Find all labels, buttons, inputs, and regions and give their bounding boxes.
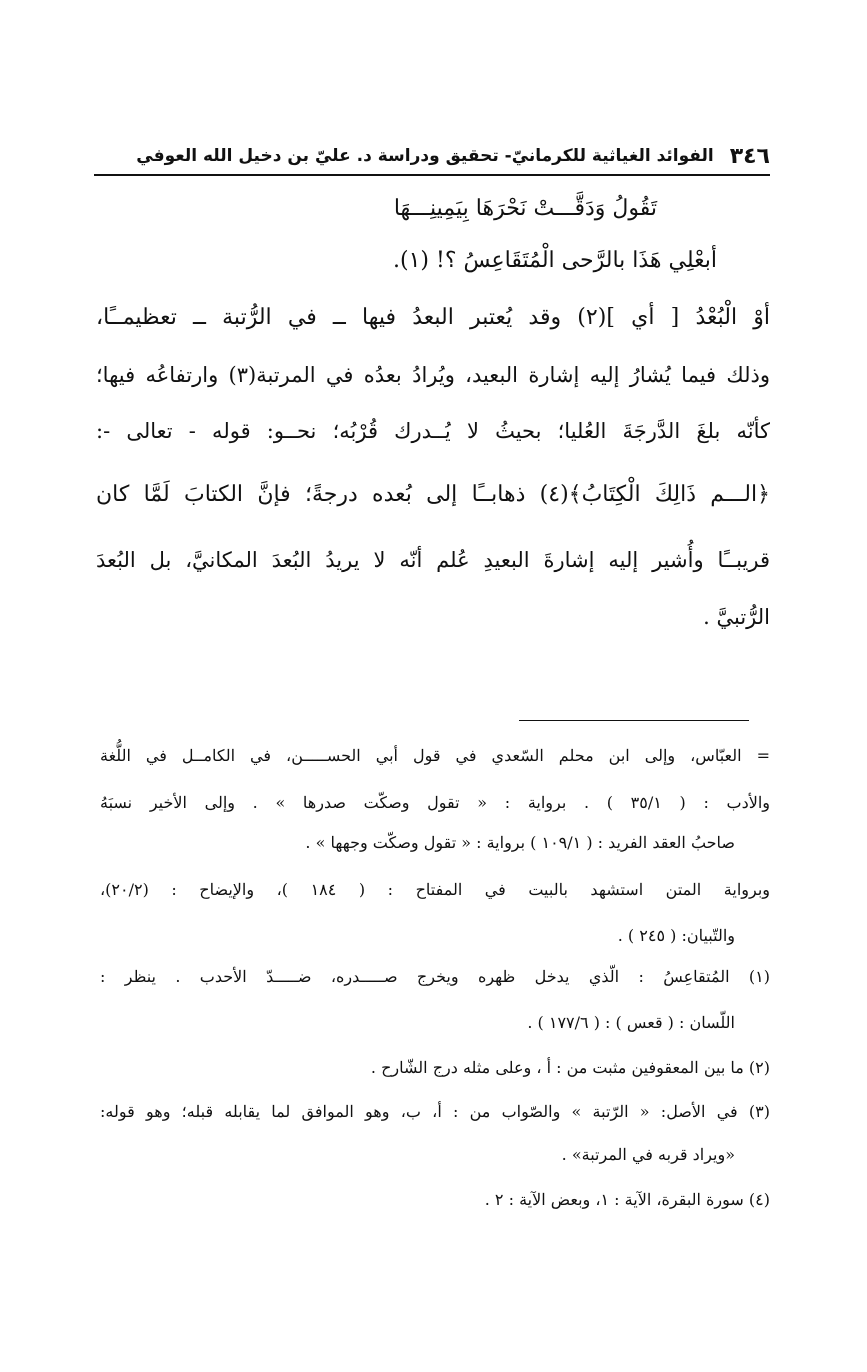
footnote-line: (١) المُتقاعِسُ : الّذي يدخل ظهره ويخرج صـــــدره، ضـــــدّ الأحدب . ينظر : (100, 967, 770, 986)
body-text-line: كأنّه بلغَ الدَّرجَةَ العُليا؛ بحيثُ لا يُــدرك قُرْبُه؛ نحــو: قوله - تعالى -: (96, 419, 770, 443)
footnote-separator (519, 720, 749, 721)
body-text-line: ﴿الـــم ذَالِكَ الْكِتَابُ﴾(٤) ذهابــًا إلى بُعده درجةً؛ فإنَّ الكتابَ لَمَّا كان (96, 482, 770, 507)
body-text-line: وذلك فيما يُشارُ إليه إشارة البعيد، ويُرادُ بعدُه في المرتبة(٣) وارتفاعُه فيها؛ (96, 363, 771, 387)
footnote-line: وبرواية المتن استشهد بالبيت في المفتاح : ( ١٨٤ )، والإيضاح : (٢٠/٢)، (100, 880, 770, 899)
footnote-line: «ويراد قربه في المرتبة» . (561, 1145, 735, 1164)
page-header (94, 138, 770, 176)
footnote-line: (٢) ما بين المعقوفين مثبت من : أ ، وعلى مثله درج الشّارح . (370, 1058, 770, 1077)
verse-line: أبعْلِي هَذَا بالرَّحى الْمُتَقَاعِسُ ؟! (١). (393, 248, 717, 273)
footnote-line: والأدب : ( ٣٥/١ ) . برواية : « تقول وصكّت صدرها » . وإلى الأخير نسبَهُ (100, 793, 771, 812)
running-title: الفوائد الغياثية للكرمانيّ- تحقيق ودراسة د. عليّ بن دخيل الله العوفي (136, 146, 714, 166)
body-text-line: قريبــًا وأُشير إليه إشارةَ البعيدِ عُلم أنّه لا يريدُ البُعدَ المكانيَّ، بل البُعدَ (96, 548, 770, 572)
verse-line: تَقُولُ وَدَقَّـــتْ نَحْرَهَا بِيَمِينِـــهَا (393, 196, 657, 221)
footnote-line: صاحبُ العقد الفريد : ( ١٠٩/١ ) برواية : « تقول وصكّت وجهها » . (305, 833, 735, 852)
footnote-line: والتّبيان: ( ٢٤٥ ) . (617, 926, 735, 945)
page-number: ٣٤٦ (729, 143, 770, 169)
footnote-line: اللّسان : ( قعس ) : ( ١٧٧/٦ ) . (527, 1013, 735, 1032)
footnote-line: = العبّاس، وإلى ابن محلم السّعدي في قول أبي الحســـــن، في الكامــل في اللُّغة (100, 746, 770, 765)
body-text-line: أوْ الْبُعْدُ [ أي ](٢) وقد يُعتبر البعدُ فيها ــ في الرُّتبة ــ تعظيمــًا، (96, 305, 771, 330)
footnote-line: (٤) سورة البقرة، الآية : ١، وبعض الآية : ٢ . (484, 1190, 770, 1209)
footnote-line: (٣) في الأصل: « الرّتبة » والصّواب من : أ، ب، وهو الموافق لما يقابله قبله؛ وهو قوله: (100, 1102, 770, 1121)
body-text-line: الرُّتبيَّ . (703, 605, 770, 629)
